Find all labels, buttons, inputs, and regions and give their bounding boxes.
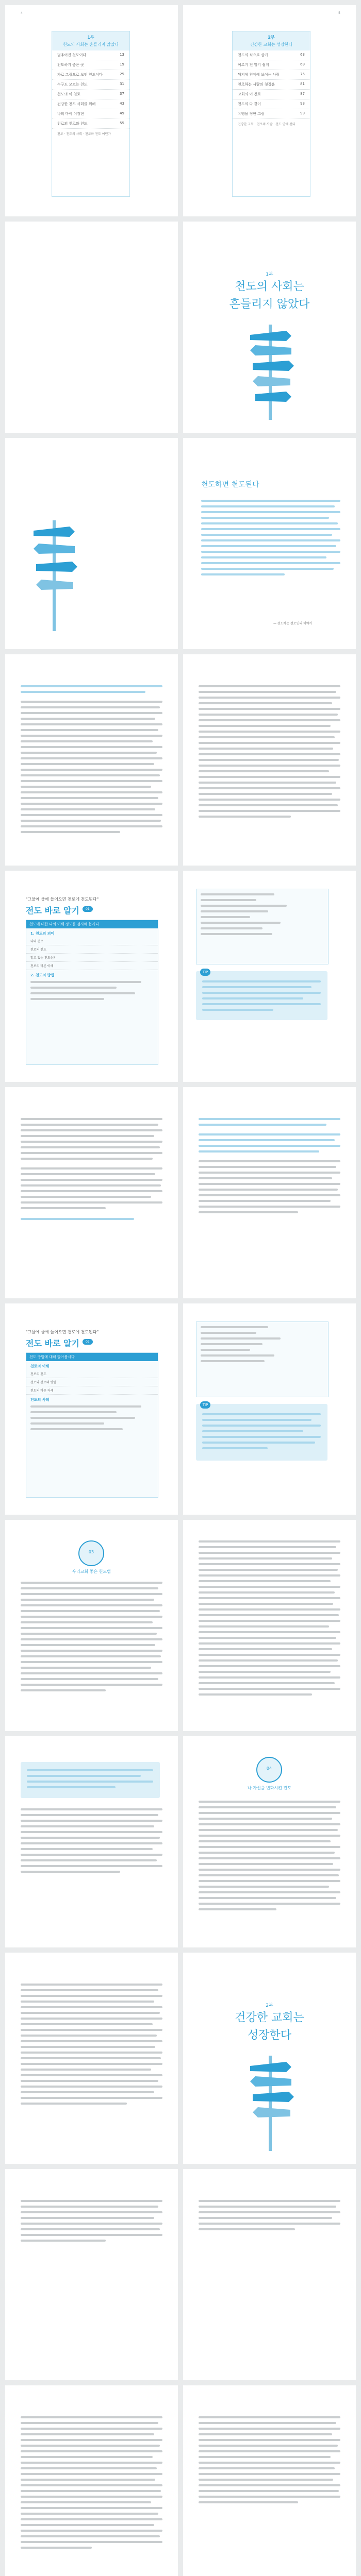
toc-entry-page: 55 (120, 121, 124, 125)
section-number: 03 (88, 1550, 94, 1554)
worksheet-form (26, 1352, 158, 1498)
worksheet-header: 천도 방법에 대해 알아봅시다 (26, 1353, 158, 1361)
toc-entry (52, 50, 129, 60)
worksheet-row: 천로의 천도 (26, 1370, 158, 1378)
section-title: 나 자신을 변화시킨 전도 (248, 1786, 291, 1790)
worksheet-row: 나의 천로 (26, 937, 158, 945)
toc-entry-page: 99 (300, 111, 305, 115)
page-section3-left (5, 1736, 178, 1947)
box-subtitle: "그물에 물에 들어오면 천로에 천도된다" (26, 897, 99, 902)
toc-box-part1 (52, 31, 130, 197)
page-box2-right (183, 1303, 356, 1515)
page-section1-right (183, 438, 356, 649)
body-text (199, 2200, 340, 2234)
worksheet-row: 천로의 바른 이해 (26, 962, 158, 970)
chapter-part-label: 1부 (266, 272, 273, 277)
worksheet-form (26, 920, 158, 1065)
worksheet-subsection: 천로의 이해 (30, 1364, 50, 1368)
box-title: 전도 바로 알기 (26, 1338, 79, 1348)
body-text (21, 685, 162, 837)
page-box1-right (183, 871, 356, 1082)
toc-entry-label: 뒤지에 천제에 보이는 사람 (238, 73, 280, 77)
worksheet-rows (26, 937, 158, 970)
signpost-illustration (240, 319, 302, 422)
worksheet-rows (26, 1370, 158, 1395)
toc-entry-page: 81 (300, 82, 305, 86)
signpost-illustration (240, 2050, 302, 2154)
page-toc-right (183, 5, 356, 216)
toc-entry-page: 63 (300, 53, 305, 57)
section-signature: — 천도하는 천로인의 이야기 (273, 622, 313, 625)
toc-header (52, 31, 129, 50)
worksheet-row: 천로와 천로의 방법 (26, 1378, 158, 1386)
page-section3-right (183, 1736, 356, 1947)
toc-entry (52, 60, 129, 70)
chapter-part-label: 2부 (266, 2003, 273, 2008)
box-badge: 02 (83, 1339, 93, 1345)
toc-entry-label: 유행을 정한 그림 (238, 112, 265, 116)
box-badge: 01 (83, 906, 93, 912)
toc-entry (233, 60, 310, 70)
worksheet-row: 천로의 천도 (26, 945, 158, 954)
body-text (21, 1984, 162, 2108)
toc-entry (52, 80, 129, 90)
toc-part-title: 천도의 사회는 흔들리지 않았다 (62, 42, 119, 47)
page-body3-left (5, 1953, 178, 2164)
section-title: 우리교회 좋은 천도법 (72, 1569, 111, 1574)
toc-entry-page: 87 (300, 92, 305, 96)
worksheet-subsection: 천도의 사례 (30, 1398, 50, 1402)
toc-entry-page: 49 (120, 111, 124, 115)
page-body2-left (5, 1087, 178, 1298)
page-chapter2-opener (183, 1953, 356, 2164)
toc-entry-page: 13 (120, 53, 124, 57)
toc-part-title: 건강한 교회는 성장한다 (250, 42, 293, 47)
page-body4-left (5, 2169, 178, 2380)
toc-entry (233, 50, 310, 60)
tip-box (196, 971, 327, 1020)
worksheet-subsection: 1. 천도의 의미 (30, 931, 55, 936)
toc-entry-label: 천도의 이 천로 (57, 92, 81, 96)
toc-entry-page: 75 (300, 72, 305, 76)
worksheet-header: 천도에 대한 나의 이해 정도를 검사해 봅시다 (26, 920, 158, 928)
page-blank-left (5, 222, 178, 433)
body-text (199, 1118, 340, 1217)
toc-box-part2 (232, 31, 310, 197)
toc-entry-label: 멈추어진 천도이다 (57, 53, 87, 57)
toc-entry (233, 80, 310, 90)
body-text (21, 2200, 162, 2245)
toc-part-label: 1부 (87, 35, 94, 40)
chapter-title (183, 2009, 356, 2044)
toc-entry-label: 누구도 모르는 천도 (57, 82, 88, 87)
page-folio: 5 (338, 11, 340, 15)
toc-entry (52, 109, 129, 119)
box-title: 전도 바로 알기 (26, 906, 79, 916)
page-folio: 4 (21, 11, 23, 15)
box-subtitle: "그물에 물에 들어오면 천로에 천도된다" (26, 1330, 99, 1334)
signpost-illustration (26, 515, 83, 634)
toc-entry-label: 교회의 이 천로 (238, 92, 261, 96)
toc-entry (52, 119, 129, 129)
toc-entry-label: 천로하는 사람의 첫걸음 (238, 82, 275, 87)
body-text (21, 2416, 162, 2552)
toc-entry (52, 70, 129, 80)
page-chapter1-opener (183, 222, 356, 433)
page-body5-left (5, 2385, 178, 2576)
section-number: 04 (266, 1766, 272, 1771)
worksheet-row: 알고 있는 천도는? (26, 954, 158, 962)
body-text (21, 1808, 162, 1876)
body-text (21, 1118, 162, 1224)
page-toc-left (5, 5, 178, 216)
quote-box (21, 1762, 160, 1798)
worksheet-form (196, 889, 329, 964)
intro-text (201, 500, 340, 579)
chapter-title-line2: 성장한다 (247, 2029, 291, 2042)
toc-entry (52, 99, 129, 109)
page-body4-right (183, 2169, 356, 2380)
toc-entry-page: 93 (300, 101, 305, 106)
chapter-title-line1: 천도의 사회는 (235, 280, 304, 293)
toc-entry-page: 31 (120, 82, 124, 86)
body-text (199, 1801, 340, 1914)
body-text (199, 685, 340, 821)
toc-entry-label: 건강한 천도 사회를 위해 (57, 102, 96, 106)
toc-entry-page: 37 (120, 92, 124, 96)
toc-entry-label: 천도의 다 같이 (238, 102, 261, 106)
toc-list (52, 50, 129, 129)
page-section2-right (183, 1520, 356, 1731)
toc-entry-page: 19 (120, 62, 124, 66)
chapter-title-line1: 건강한 교회는 (235, 2011, 304, 2024)
toc-entry-label: 천로의 천로와 천도 (57, 122, 88, 126)
toc-entry (233, 70, 310, 80)
toc-entry (233, 109, 310, 119)
tip-icon: TIP (200, 1401, 210, 1409)
chapter-title-line2: 흔들리지 않았다 (229, 298, 310, 311)
toc-entry-label: 가로 그림으로 보인 천도이다 (57, 73, 103, 77)
body-text (199, 1540, 340, 1699)
toc-entry-page: 69 (300, 62, 305, 66)
page-section2-left (5, 1520, 178, 1731)
tip-icon: TIP (200, 969, 210, 976)
toc-entry-label: 이르기 전 알기 쉽게 (238, 63, 269, 67)
toc-header (233, 31, 310, 50)
toc-entry-label: 나의 마이 어쌈현 (57, 112, 84, 116)
toc-footnote: 건강한 교회 · 천로의 사람 · 천도 안에 선다 (238, 123, 296, 126)
toc-entry-label: 천도의 식으로 살기 (238, 53, 268, 57)
toc-part-label: 2부 (268, 35, 275, 40)
page-body-right (183, 654, 356, 866)
tip-box (196, 1404, 327, 1461)
body-text (21, 1582, 162, 1695)
toc-footnote: 천로 · 천도의 사회 · 천로와 천도 어딘가 (57, 132, 111, 136)
toc-entry (233, 90, 310, 99)
toc-entry (233, 99, 310, 109)
toc-list (233, 50, 310, 119)
page-box1-left (5, 871, 178, 1082)
toc-entry-page: 43 (120, 101, 124, 106)
page-box2-left (5, 1303, 178, 1515)
page-body2-right (183, 1087, 356, 1298)
section-title: 천도하면 천도된다 (201, 481, 259, 489)
worksheet-form (196, 1321, 329, 1397)
page-body5-right (183, 2385, 356, 2576)
toc-entry-label: 천도하기 좋은 곳 (57, 63, 84, 67)
body-text (199, 2416, 340, 2507)
chapter-title (183, 278, 356, 313)
page-body-left (5, 654, 178, 866)
worksheet-subsection: 2. 천도의 방법 (30, 973, 55, 977)
toc-entry-page: 25 (120, 72, 124, 76)
worksheet-row: 천도의 바른 자세 (26, 1386, 158, 1395)
page-section1-left (5, 438, 178, 649)
toc-entry (52, 90, 129, 99)
